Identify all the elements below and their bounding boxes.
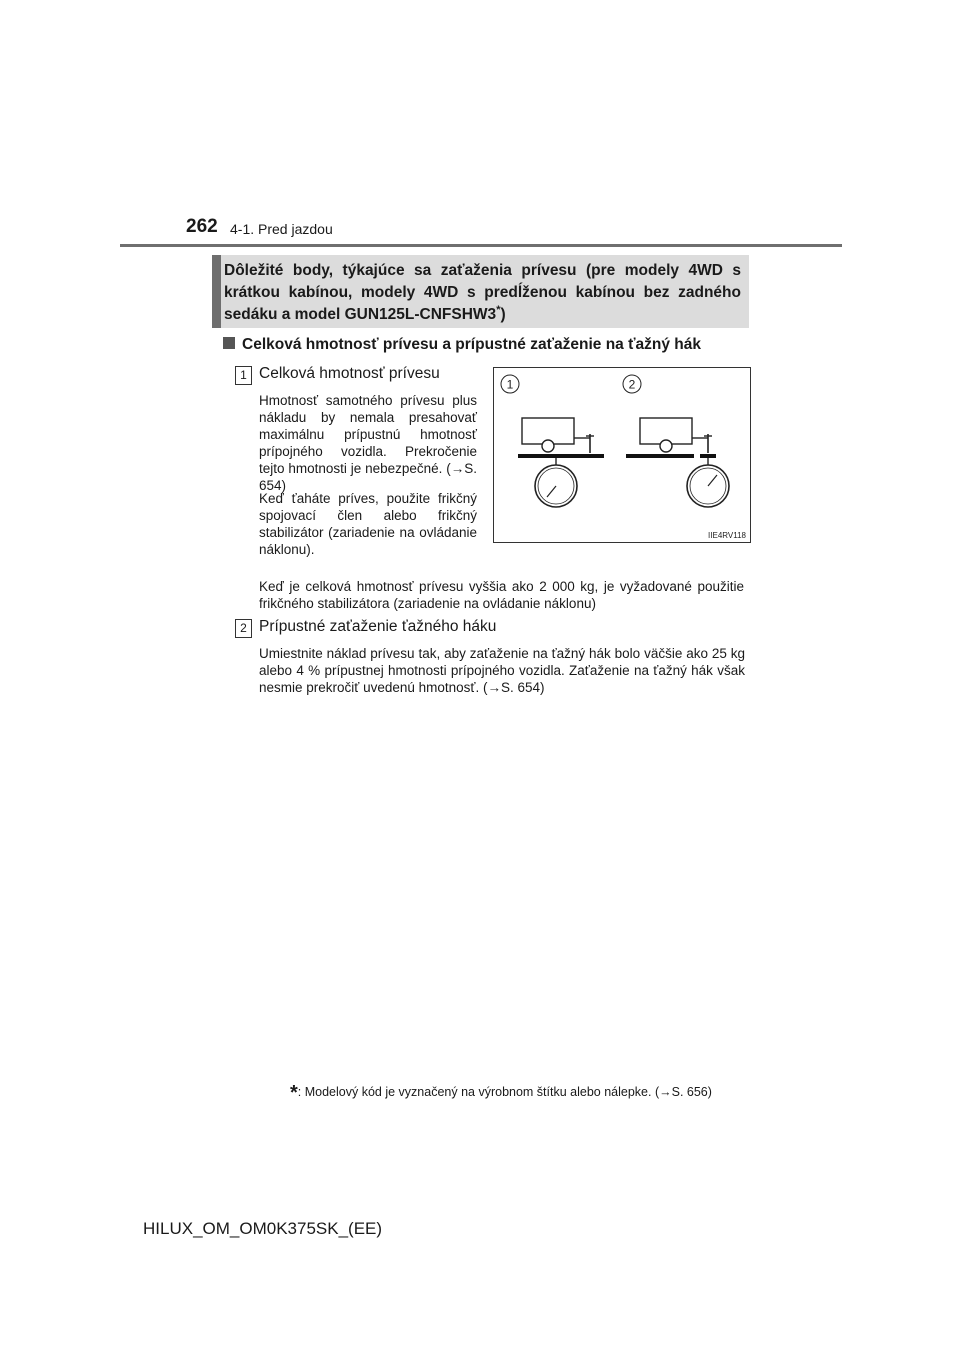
document-code: HILUX_OM_OM0K375SK_(EE) — [143, 1219, 383, 1238]
figure-badge-2 — [623, 375, 641, 393]
trailer-scale-illustration — [494, 368, 750, 542]
item-1-paragraph-3: Keď je celková hmotnosť prívesu vyššia ako 2 000 kg, je vyžadované použitie frikčného stabilizátora (zariadenie na ovládanie náklonu) — [259, 579, 744, 611]
item-1-paragraph-2: Keď ťaháte príves, použite frikčný spojovací člen alebo frikčný stabilizátor (zariadenie na ovládanie náklonu). — [259, 491, 477, 557]
item-title-1: Celková hmotnosť prívesu — [259, 365, 440, 382]
notice-box-bar — [212, 255, 221, 328]
trailer-scale-1 — [518, 418, 604, 507]
notice-box-asterisk: * — [496, 303, 501, 316]
footnote-text: : Modelový kód je vyznačený na výrobnom štítku alebo nálepke. (→S. 656) — [297, 1085, 712, 1099]
section-title: 4-1. Pred jazdou — [230, 221, 333, 237]
notice-box — [212, 255, 749, 328]
item-badge-1: 1 — [235, 366, 252, 385]
figure-code: IIE4RV118 — [708, 531, 746, 540]
section-heading-text: Celková hmotnosť prívesu a prípustné zaťaženie na ťažný hák — [242, 336, 701, 353]
footnote — [290, 1082, 712, 1105]
square-bullet-icon — [223, 337, 235, 349]
figure-badge-1-text: 1 — [506, 377, 514, 392]
section-heading — [223, 336, 753, 354]
footnote-star: * — [290, 1082, 298, 1104]
notice-box-close: ) — [500, 306, 506, 323]
item-2-paragraph-1: Umiestnite náklad prívesu tak, aby zaťaženie na ťažný hák bolo väčšie ako 25 kg alebo 4 % prípustnej hmotnosti prípojného vozidla. Zaťaženie na ťažný hák však nesmie prekročiť uvedenú hmotnosť. (→S. 654) — [259, 646, 745, 695]
figure-badge-1 — [501, 375, 519, 393]
trailer-weight-figure — [493, 367, 751, 543]
page-number: 262 — [186, 216, 218, 237]
item-badge-2: 2 — [235, 619, 252, 638]
figure-badge-2-text: 2 — [628, 377, 636, 392]
item-title-2: Prípustné zaťaženie ťažného háku — [259, 618, 497, 635]
notice-box-text — [224, 260, 741, 326]
notice-box-body: Dôležité body, týkajúce sa zaťaženia prívesu (pre modely 4WD s krátkou kabínou, modely 4WD s predĺženou kabínou bez zadného sedáku a model GUN125L-CNFSHW3 — [224, 262, 741, 323]
item-1-paragraph-1: Hmotnosť samotného prívesu plus nákladu by nemala presahovať maximálnu prípustnú hmotnosť prípojného vozidla. Prekročenie tejto hmotnosti je nebezpečné. (→S. 654) — [259, 393, 477, 493]
header-rule — [120, 244, 842, 247]
trailer-scale-2 — [626, 418, 729, 507]
